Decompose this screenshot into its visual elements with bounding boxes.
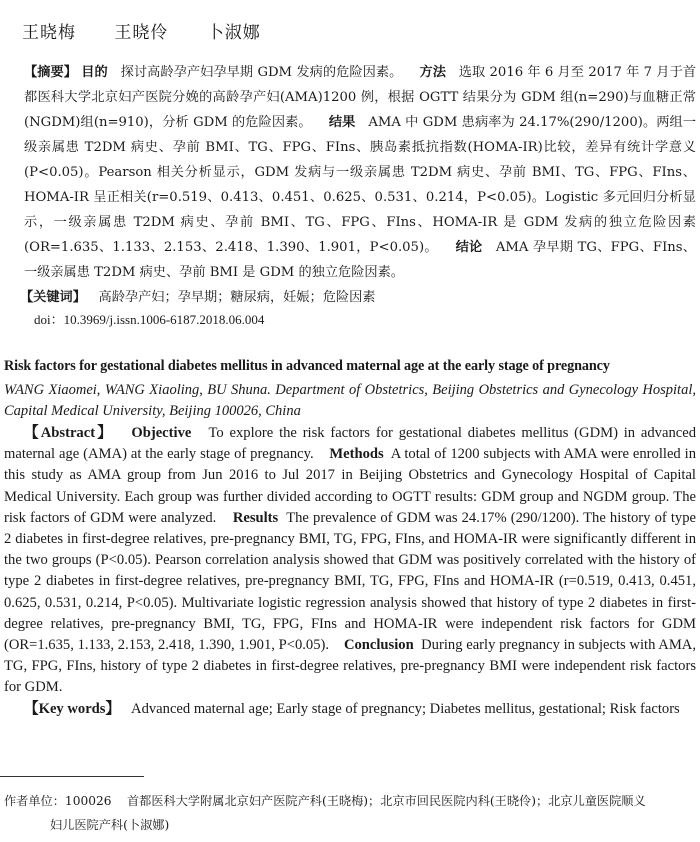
english-abstract <box>4 423 696 720</box>
abstract-label: 【摘要】 <box>24 65 78 80</box>
keywords-label: 【关键词】 <box>20 290 86 305</box>
conclusion-text: AMA 孕早期 TG、FPG、FIns、一级亲属患 T2DM 病史、孕前 BMI 是 GDM 的独立危险因素。 <box>24 240 696 280</box>
methods-text: 选取 2016 年 6 月至 2017 年 7 月于首都医科大学北京妇产医院分娩的高龄孕产妇(AMA)1200 例，根据 OGTT 结果分为 GDM 组(n=290)与血糖正常(NGDM)组(n=910)，分析 GDM 的危险因素。 <box>24 65 697 130</box>
doi: doi：10.3969/j.issn.1006-6187.2018.06.004 <box>34 312 265 327</box>
footnote-text-continued: 妇儿医院产科(卜淑娜) <box>50 818 170 832</box>
keywords-text: Advanced maternal age; Early stage of pregnancy; Diabetes mellitus, gestational; Risk factors <box>131 700 680 717</box>
abstract-label: 【Abstract】 <box>24 425 114 441</box>
english-title: Risk factors for gestational diabetes mellitus in advanced maternal age at the early stage of pregnancy <box>4 358 610 374</box>
chinese-abstract <box>4 60 696 285</box>
footnote-label: 作者单位：100026 <box>4 794 112 808</box>
keywords-label: 【Key words】 <box>24 700 121 717</box>
methods-text: A total of 1200 subjects with AMA were enrolled in this study as AMA group from Jun 2016 to Jul 2017 in Beijing Obstetrics and Gynecology Hospital of Capital Medical University. Each group was further divided according to OGTT results: GDM group and NGDM group. The risk factors of GDM were analyzed. <box>4 446 696 526</box>
author-affiliation-footnote <box>4 789 696 837</box>
author-name: 王晓伶 <box>114 23 169 43</box>
objective-label: 目的 <box>81 65 108 80</box>
objective-text: To explore the risk factors for gestational diabetes mellitus (GDM) in advanced maternal age (AMA) at the early stage of pregnancy. <box>4 425 697 463</box>
author-list <box>22 18 279 43</box>
objective-text: 探讨高龄孕产妇孕早期 GDM 发病的危险因素。 <box>120 65 403 80</box>
conclusion-text: During early pregnancy in subjects with AMA, TG, FPG, FIns, history of type 2 diabetes in first-degree relatives, pre-pregnancy BMI were independent risk factors for GDM. <box>4 637 696 696</box>
author-name: 王晓梅 <box>22 23 76 43</box>
methods-label: 方法 <box>419 65 446 80</box>
footnote-divider <box>0 776 144 777</box>
author-name: 卜淑娜 <box>206 23 261 43</box>
results-text: The prevalence of GDM was 24.17% (290/1200). The history of type 2 diabetes in first-degree relatives, pre-pregnancy BMI, TG, FPG, FIns, and HOMA-IR were significantly different in the two groups (P<0.05). Pearson correlation analysis showed that GDM was positively correlated with the history of type 2 diabetes in first-degree relatives, pre-pregnancy BMI, TG, FPG, FIns and HOMA-IR (r=0.519, 0.413, 0.451, 0.625, 0.531, 0.214, P<0.05). Multivariate logistic regression analysis showed that history of type 2 diabetes in first-degree relatives, pre-pregnancy BMI, TG, FPG, FIns and HOMA-IR were independent risk factors for GDM (OR=1.635, 1.133, 2.153, 2.418, 1.390, 1.901, P<0.05). <box>4 509 697 654</box>
methods-label: Methods <box>329 446 384 463</box>
results-label: Results <box>232 509 279 526</box>
keywords-text: 高龄孕产妇；孕早期；糖尿病，妊娠；危险因素 <box>98 290 376 305</box>
chinese-keywords <box>20 285 375 310</box>
objective-label: Objective <box>131 425 192 441</box>
results-text: AMA 中 GDM 患病率为 24.17%(290/1200)。两组一级亲属患 T2DM 病史、孕前 BMI、TG、FPG、FIns、胰岛素抵抗指数(HOMA-IR)比较，差异有统计学意义(P<0.05)。Pearson 相关分析显示，GDM 发病与一级亲属患 T2DM 病史、孕前 BMI、TG、FPG、FIns、HOMA-IR 呈正相关(r=0.519、0.413、0.451、0.625、0.531、0.214，P<0.05)。Logistic 多元回归分析显示，一级亲属患 T2DM 病史、孕前 BMI、TG、FPG、FIns、HOMA-IR 是 GDM 发病的独立危险因素(OR=1.635、1.133、2.153、2.418、1.390、1.901，P<0.05)。 <box>24 115 697 255</box>
conclusion-label: 结论 <box>455 240 483 255</box>
results-label: 结果 <box>328 115 356 130</box>
english-affiliation: WANG Xiaomei, WANG Xiaoling, BU Shuna. Department of Obstetrics, Beijing Obstetrics and Gynecology Hospital, Capital Medical University, Beijing 100026, China <box>4 382 696 419</box>
conclusion-label: Conclusion <box>343 637 414 654</box>
footnote-text: 首都医科大学附属北京妇产医院产科(王晓梅)；北京市回民医院内科(王晓伶)；北京儿童医院顺义 <box>126 794 646 808</box>
